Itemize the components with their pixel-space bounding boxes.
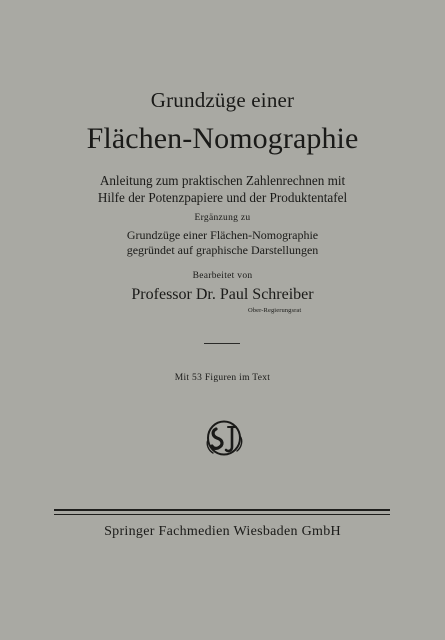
- title-line-1: Grundzüge einer: [150, 88, 295, 112]
- supplement-label: Ergänzung zu: [194, 213, 251, 223]
- divider-short: [204, 343, 240, 344]
- author-prefix: Bearbeitet von: [192, 271, 253, 281]
- author-role: Ober-Regierungsrat: [248, 307, 302, 314]
- supplement-line-2: gegründet auf graphische Darstellungen: [126, 243, 319, 257]
- divider-thick: [54, 509, 390, 511]
- title-line-2: Flächen-Nomographie: [86, 122, 359, 155]
- publisher-monogram-icon: [202, 418, 246, 458]
- publisher-name: Springer Fachmedien Wiesbaden GmbH: [104, 524, 341, 539]
- subtitle-line-1: Anleitung zum praktischen Zahlenrechnen mit: [99, 173, 346, 188]
- author-name: Professor Dr. Paul Schreiber: [131, 286, 314, 303]
- divider-thin: [54, 514, 390, 515]
- supplement-line-1: Grundzüge einer Flächen-Nomographie: [126, 228, 319, 242]
- subtitle-line-2: Hilfe der Potenzpapiere und der Produktentafel: [97, 190, 348, 205]
- figures-note: Mit 53 Figuren im Text: [174, 373, 271, 383]
